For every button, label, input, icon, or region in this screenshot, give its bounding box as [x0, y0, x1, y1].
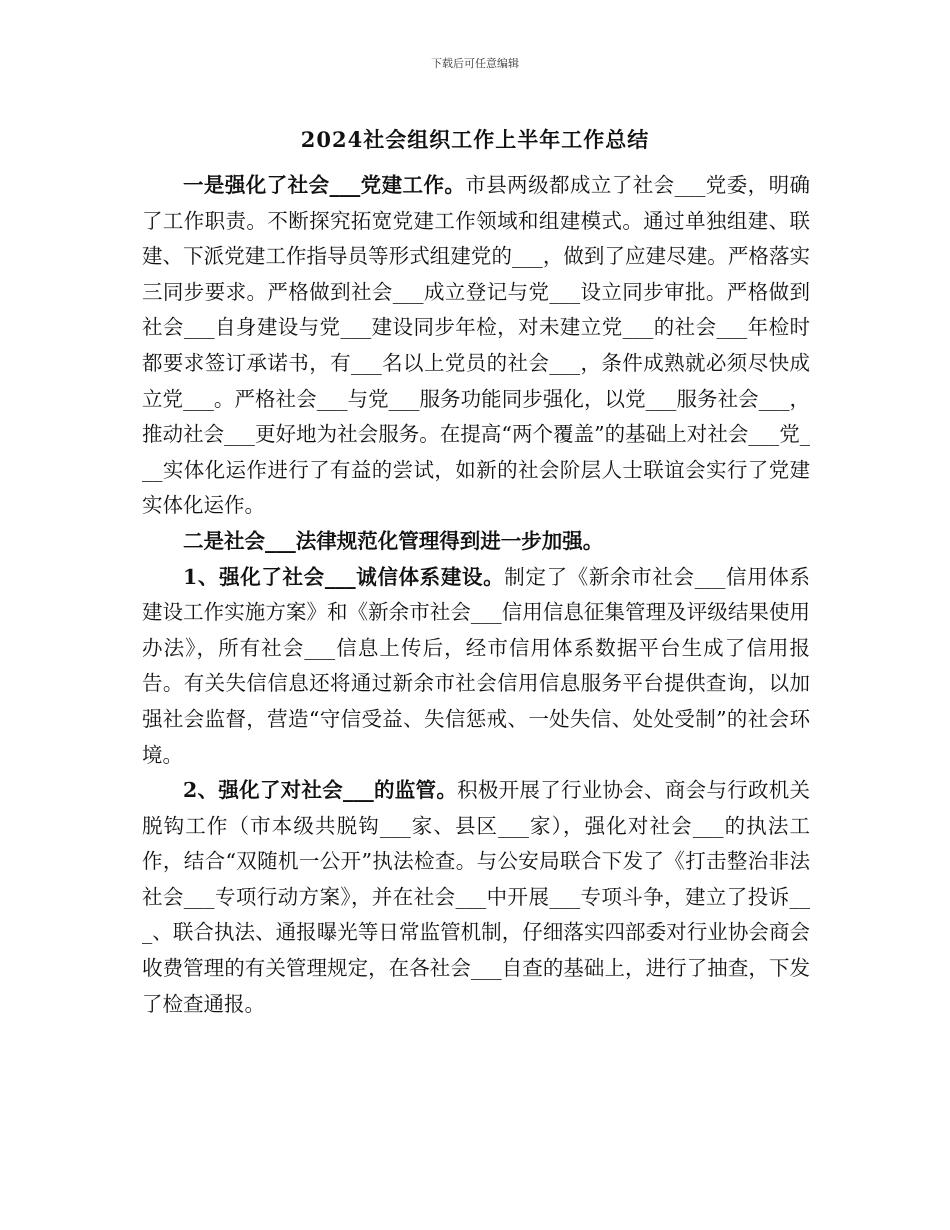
paragraph-credit-system [142, 560, 810, 774]
paragraph-lead: 2、强化了对社会___的监管。 [183, 778, 458, 803]
paragraph-text: 市县两级都成立了社会___党委，明确了工作职责。不断探究拓宽党建工作领域和组建模式。通过单独组建、联建、下派党建工作指导员等形式组建党的___，做到了应建尽建。严格落实三同步要求。严格做到社会___成立登记与党___设立同步审批。严格做到社会___自身建设与党___建设同步年检，对未建立党___的社会___年检时都要求签订承诺书，有___名以上党员的社会___，条件成熟就必须尽快成立党___。严格社会___与党___服务功能同步强化，以党___服务社会___，推动社会___更好地为社会服务。在提高“两个覆盖”的基础上对社会___党___实体化运作进行了有益的尝试，如新的社会阶层人士联谊会实行了党建实体化运作。 [142, 173, 811, 518]
paragraph-text: 积极开展了行业协会、商会与行政机关脱钩工作（市本级共脱钩___家、县区___家），强化对社会___的执法工作，结合“双随机一公开”执法检查。与公安局联合下发了《打击整治非法社会___专项行动方案》，并在社会___中开展___专项斗争，建立了投诉___、联合执法、通报曝光等日常监管机制，仔细落实四部委对行业协会商会收费管理的有关管理规定，在各社会___自查的基础上，进行了抽查，下发了检查通报。 [142, 778, 810, 1016]
paragraph-text: 制定了《新余市社会___信用体系建设工作实施方案》和《新余市社会___信用信息征集管理及评级结果使用办法》，所有社会___信息上传后，经市信用体系数据平台生成了信用报告。有关失信信息还将通过新余市社会信用信息服务平台提供查询，以加强社会监督，营造“守信受益、失信惩戒、一处失信、处处受制”的社会环境。 [142, 564, 811, 767]
paragraph-lead: 1、强化了社会___诚信体系建设。 [183, 564, 505, 589]
header-note: 下载后可任意编辑 [431, 57, 519, 70]
paragraph-lead: 二是社会___法律规范化管理得到进一步加强。 [183, 528, 604, 553]
paragraph-party-building [142, 168, 810, 524]
document-title: 2024社会组织工作上半年工作总结 [300, 127, 650, 152]
document-body [142, 168, 810, 1022]
paragraph-legal-management [142, 524, 810, 560]
paragraph-supervision [142, 773, 810, 1022]
paragraph-lead: 一是强化了社会___党建工作。 [183, 173, 466, 197]
